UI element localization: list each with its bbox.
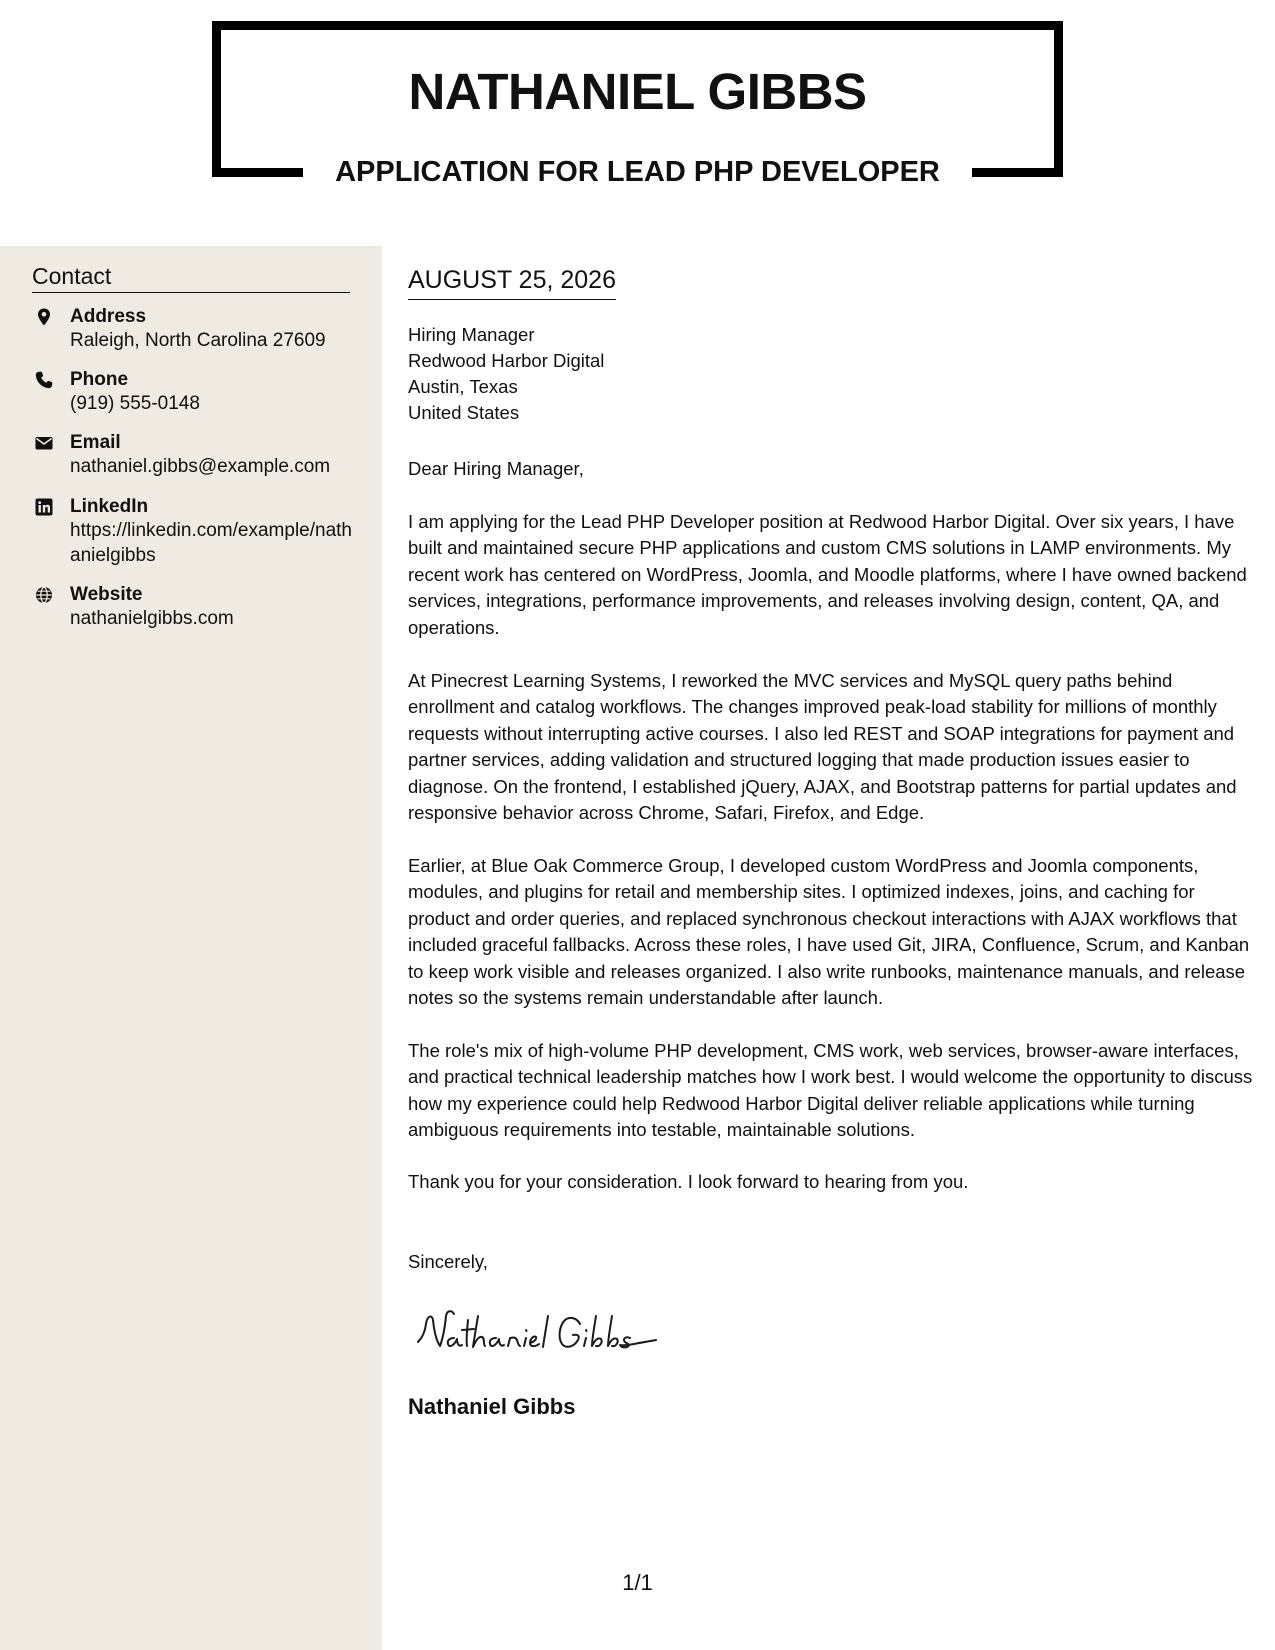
recipient-line: Redwood Harbor Digital: [408, 350, 605, 371]
contact-linkedin-value[interactable]: https://linkedin.com/example/nathanielgibbs: [70, 520, 352, 566]
contact-heading: Contact: [32, 261, 350, 293]
closing: Sincerely,: [408, 1251, 488, 1272]
body-paragraph: Earlier, at Blue Oak Commerce Group, I developed custom WordPress and Joomla components, modules, and plugins for retail and membership sites. I optimized indexes, joins, and caching for product and order queries, and replaced synchronous checkout interactions with AJAX workflows that included graceful fallbacks. Across these roles, I have used Git, JIRA, Confluence, Scrum, and Kanban to keep work visible and releases organized. I also write runbooks, maintenance manuals, and release notes so the systems remain understandable after launch.: [408, 855, 1250, 1009]
phone-icon: [34, 370, 54, 390]
body-paragraph: The role's mix of high-volume PHP development, CMS work, web services, browser-aware interfaces, and practical technical leadership matches how I work best. I would welcome the opportunity to discuss how my experience could help Redwood Harbor Digital deliver reliable applications while turning ambiguous requirements into testable, maintainable solutions.: [408, 1040, 1253, 1141]
recipient-line: Austin, Texas: [408, 376, 518, 397]
body-paragraph: Thank you for your consideration. I look forward to hearing from you.: [408, 1171, 969, 1192]
contact-website-value[interactable]: nathanielgibbs.com: [70, 608, 234, 629]
linkedin-icon: [34, 497, 54, 517]
applicant-name: NATHANIEL GIBBS: [408, 63, 867, 120]
contact-phone-label: Phone: [70, 369, 129, 390]
signer-name: Nathaniel Gibbs: [408, 1394, 576, 1419]
salutation: Dear Hiring Manager,: [408, 458, 584, 479]
handwritten-signature: [412, 1302, 672, 1366]
recipient-line: United States: [408, 402, 520, 423]
contact-website-label: Website: [70, 584, 143, 605]
contact-linkedin-label: LinkedIn: [70, 496, 149, 517]
body-paragraph: At Pinecrest Learning Systems, I reworked the MVC services and MySQL query paths behind enrollment and catalog workflows. The changes improved peak-load stability for millions of monthly requests without interrupting active courses. I also led REST and SOAP integrations for payment and partner services, adding validation and structured logging that made production issues easier to diagnose. On the frontend, I established jQuery, AJAX, and Bootstrap patterns for partial updates and responsive behavior across Chrome, Safari, Firefox, and Edge.: [408, 670, 1237, 824]
envelope-icon: [34, 433, 54, 453]
contact-address-value: Raleigh, North Carolina 27609: [70, 330, 326, 351]
contact-email-value: nathaniel.gibbs@example.com: [70, 456, 331, 477]
contact-phone-value: (919) 555-0148: [70, 393, 200, 414]
header-frame-bottom-left: [212, 168, 303, 177]
application-title: APPLICATION FOR LEAD PHP DEVELOPER: [303, 152, 972, 192]
body-paragraph: I am applying for the Lead PHP Developer position at Redwood Harbor Digital. Over six years, I have built and maintained secure PHP applications and custom CMS solutions in LAMP environments. My recent work has centered on WordPress, Joomla, and Moodle platforms, where I have owned backend services, integrations, performance improvements, and releases involving design, content, QA, and operations.: [408, 511, 1247, 638]
contact-email-label: Email: [70, 432, 121, 453]
contact-address-label: Address: [70, 306, 147, 327]
letter-date: AUGUST 25, 2026: [408, 263, 616, 300]
location-pin-icon: [34, 307, 54, 327]
page-number: 1/1: [622, 1570, 653, 1595]
recipient-line: Hiring Manager: [408, 324, 535, 345]
header-frame-bottom-right: [972, 168, 1063, 177]
recipient-block: [408, 322, 604, 426]
globe-icon: [34, 585, 54, 605]
